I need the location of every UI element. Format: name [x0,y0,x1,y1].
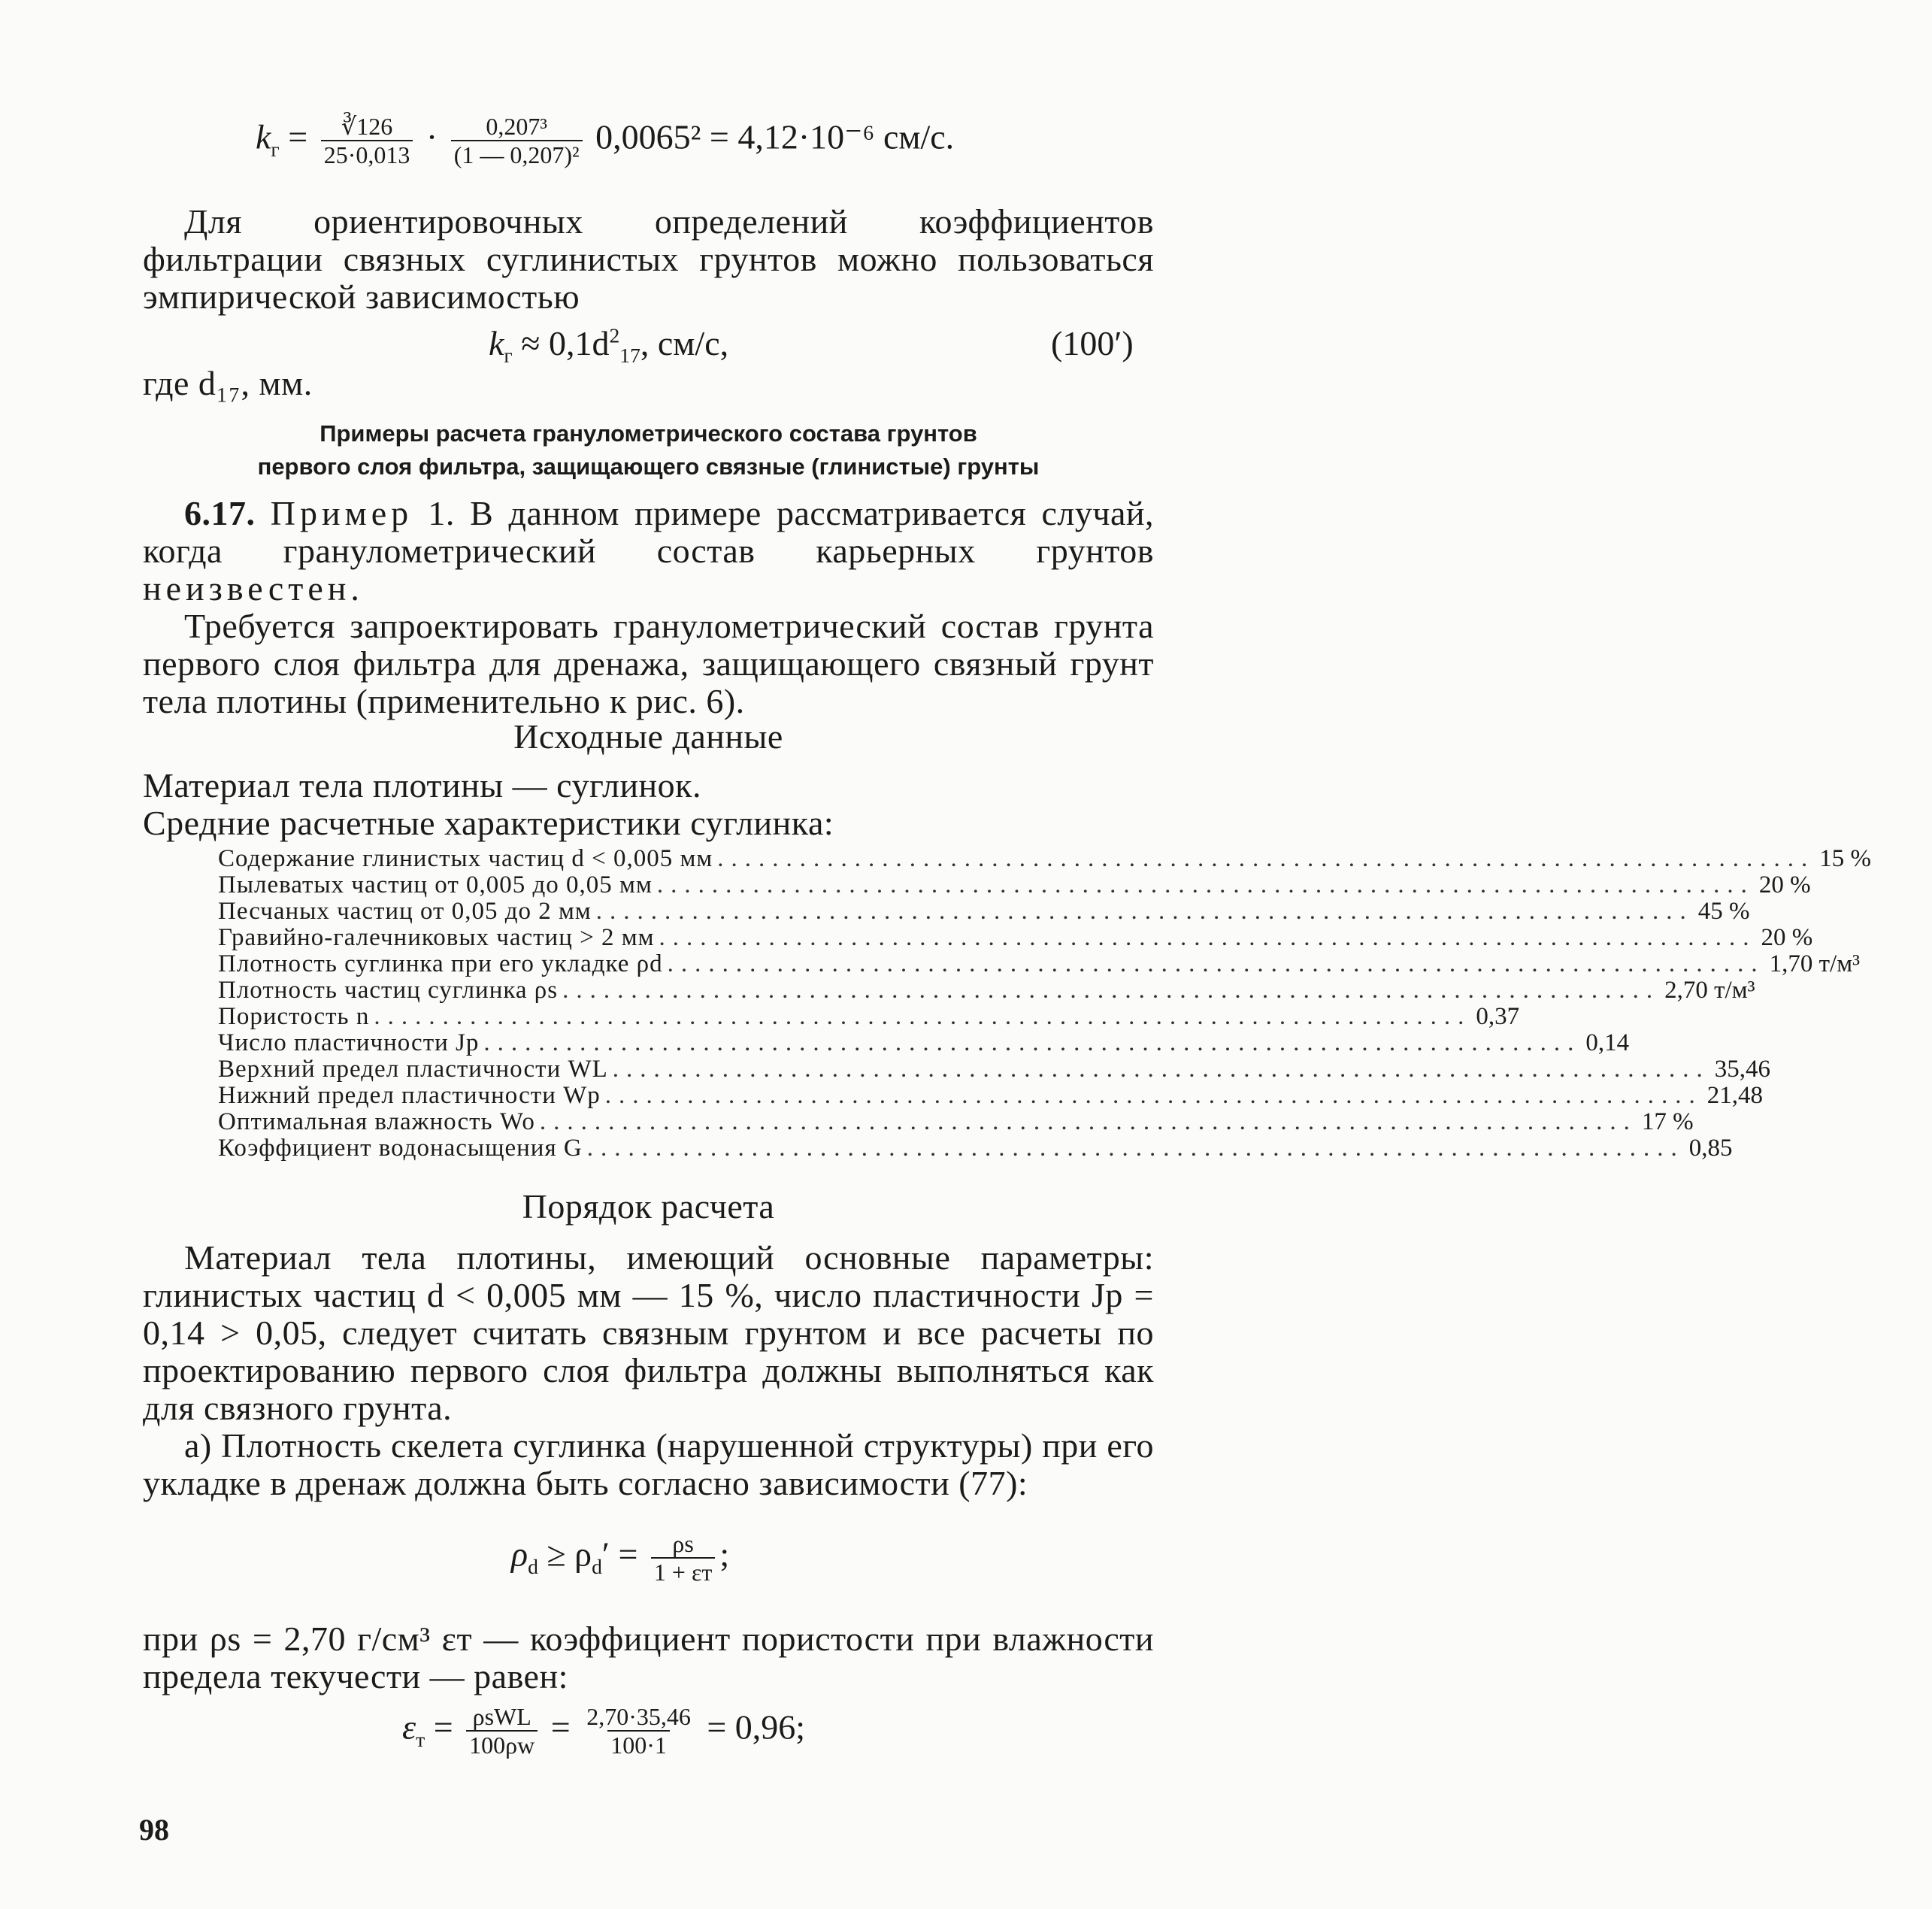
leader-dots: ................................................................................ [539,1108,1637,1135]
formula-epsilon: $\varepsilon_т$ = $\frac{\text{ρsWL}}{100\rho w}$ = $\frac{2,70\cdot 35,46}{100\cdot 1}$ = 0,96; [402,1703,806,1759]
property-label: Плотность частиц суглинка ρs [218,977,559,1004]
leader-dots: ................................................................................ [586,1135,1685,1162]
properties-list [218,845,1871,1162]
property-value: 21,48 [1706,1082,1764,1109]
fraction-epsilon-numeric: $\frac{2,70\cdot 35,46}{100\cdot 1}$ [586,1703,691,1759]
leader-dots: ................................................................................ [656,871,1755,898]
property-value: 0,14 [1585,1029,1630,1056]
formula-100: $k_г \approx 0,1d^2_{17}$, см/с, [489,323,729,368]
property-row [218,950,1860,977]
property-row [218,1029,1630,1056]
property-value: 17 % [1641,1108,1694,1135]
property-label: Верхний предел пластичности WL [218,1056,608,1083]
leader-dots: ................................................................................ [562,977,1661,1004]
leader-dots: ................................................................................ [612,1056,1710,1083]
material-line: Материал тела плотины — суглинок. [143,766,702,805]
leader-dots: ................................................................................ [374,1003,1472,1030]
property-value: 15 % [1819,845,1871,872]
paragraph-density: а) Плотность скелета суглинка (нарушенной структуры) при его укладке в дренаж должна быть согласно зависимости (77): [143,1426,1154,1502]
leader-dots: ................................................................................ [717,845,1815,872]
property-value: 45 % [1697,898,1750,925]
leader-dots: ................................................................................ [604,1082,1703,1109]
property-label: Оптимальная влажность Wo [218,1108,535,1135]
avg-characteristics: Средние расчетные характеристики суглинка: [143,804,834,842]
example-word: Пример [270,494,413,532]
leader-dots: ................................................................................ [595,898,1694,925]
paragraph-calculation: Материал тела плотины, имеющий основные параметры: глинистых частиц d < 0,005 мм — 15 %, число пластичности Jp = 0,14 > 0,05, следует считать связным грунтом и все расчеты по проектированию первого слоя фильтра должны выполняться как для связного грунта. [143,1238,1154,1427]
property-row [218,1135,1733,1162]
property-row [218,845,1871,872]
property-row [218,898,1750,925]
property-label: Содержание глинистых частиц d < 0,005 мм [218,845,713,872]
property-row [218,1056,1771,1083]
property-value: 20 % [1758,871,1811,898]
property-label: Плотность суглинка при его укладке ρd [218,950,663,977]
fraction-rho: $\frac{\rho s}{1 + \varepsilon т}$ [651,1530,715,1586]
paragraph-rho: при ρs = 2,70 г/см³ εт — коэффициент пористости при влажности предела текучести — равен: [143,1620,1154,1695]
heading-line-2: первого слоя фильтра, защищающего связные (глинистые) грунты [257,453,1040,480]
property-row [218,924,1813,951]
fraction-epsilon-symbolic: $\frac{\text{ρsWL}}{100\rho w}$ [466,1703,538,1759]
property-label: Гравийно-галечниковых частиц > 2 мм [218,924,655,951]
formula-k-filtration: $k_г$ = $\frac{∛126}{25\cdot 0,013}$ · $\frac{\text{0,207³}}{\text{(1 — 0,207)²}}$ 0,0065² = 4,12·10⁻⁶ см/с. [256,113,955,168]
property-row [218,1108,1694,1135]
fraction-cube-root: $\frac{∛126}{25\cdot 0,013}$ [321,113,413,168]
property-value: 0,37 [1476,1003,1520,1030]
property-row [218,1003,1520,1030]
property-label: Пылеватых частиц от 0,005 до 0,05 мм [218,871,653,898]
paragraph-empirical: Для ориентировочных определений коэффициентов фильтрации связных суглинистых грунтов можно пользоваться эмпирической зависимостью [143,202,1154,316]
paragraph-requirement: Требуется запроектировать гранулометрический состав грунта первого слоя фильтра для дренажа, защищающего связный грунт тела плотины (применительно к рис. 6). [143,607,1154,720]
property-label: Нижний предел пластичности Wp [218,1082,601,1109]
property-value: 2,70 т/м³ [1664,977,1755,1004]
property-label: Песчаных частиц от 0,05 до 2 мм [218,898,592,925]
leader-dots: ................................................................................ [667,950,1765,977]
example-number: 6.17. [184,494,256,532]
property-label: Число пластичности Jp [218,1029,480,1056]
property-label: Пористость n [218,1003,370,1030]
property-row [218,977,1755,1004]
fraction-porosity: $\frac{\text{0,207³}}{\text{(1 — 0,207)²}}$ [451,113,583,168]
formula-rho: $\rho_d \ge \rho_d'$ = $\frac{\rho s}{1 + \varepsilon т}$ ; [511,1530,730,1586]
where-note: где d₁₇, мм. [143,364,313,402]
leader-dots: ................................................................................ [483,1029,1582,1056]
section-heading [143,417,1154,483]
property-value: 35,46 [1714,1056,1771,1083]
paragraph-example: 6.17. Пример 1. В данном примере рассматривается случай, когда гранулометрический состав карьерных грунтов неизвестен. [143,494,1155,608]
property-label: Коэффициент водонасыщения G [218,1135,583,1162]
section-initial-data: Исходные данные [513,717,783,756]
heading-line-1: Примеры расчета гранулометрического состава грунтов [319,420,977,447]
property-row [218,1082,1764,1109]
property-value: 0,85 [1688,1135,1733,1162]
page-number: 98 [139,1813,169,1847]
property-value: 1,70 т/м³ [1769,950,1860,977]
formula-number-100: (100′) [1051,324,1134,362]
leader-dots: ................................................................................ [659,924,1757,951]
section-calculation: Порядок расчета [522,1187,775,1226]
property-value: 20 % [1761,924,1813,951]
property-row [218,871,1811,898]
